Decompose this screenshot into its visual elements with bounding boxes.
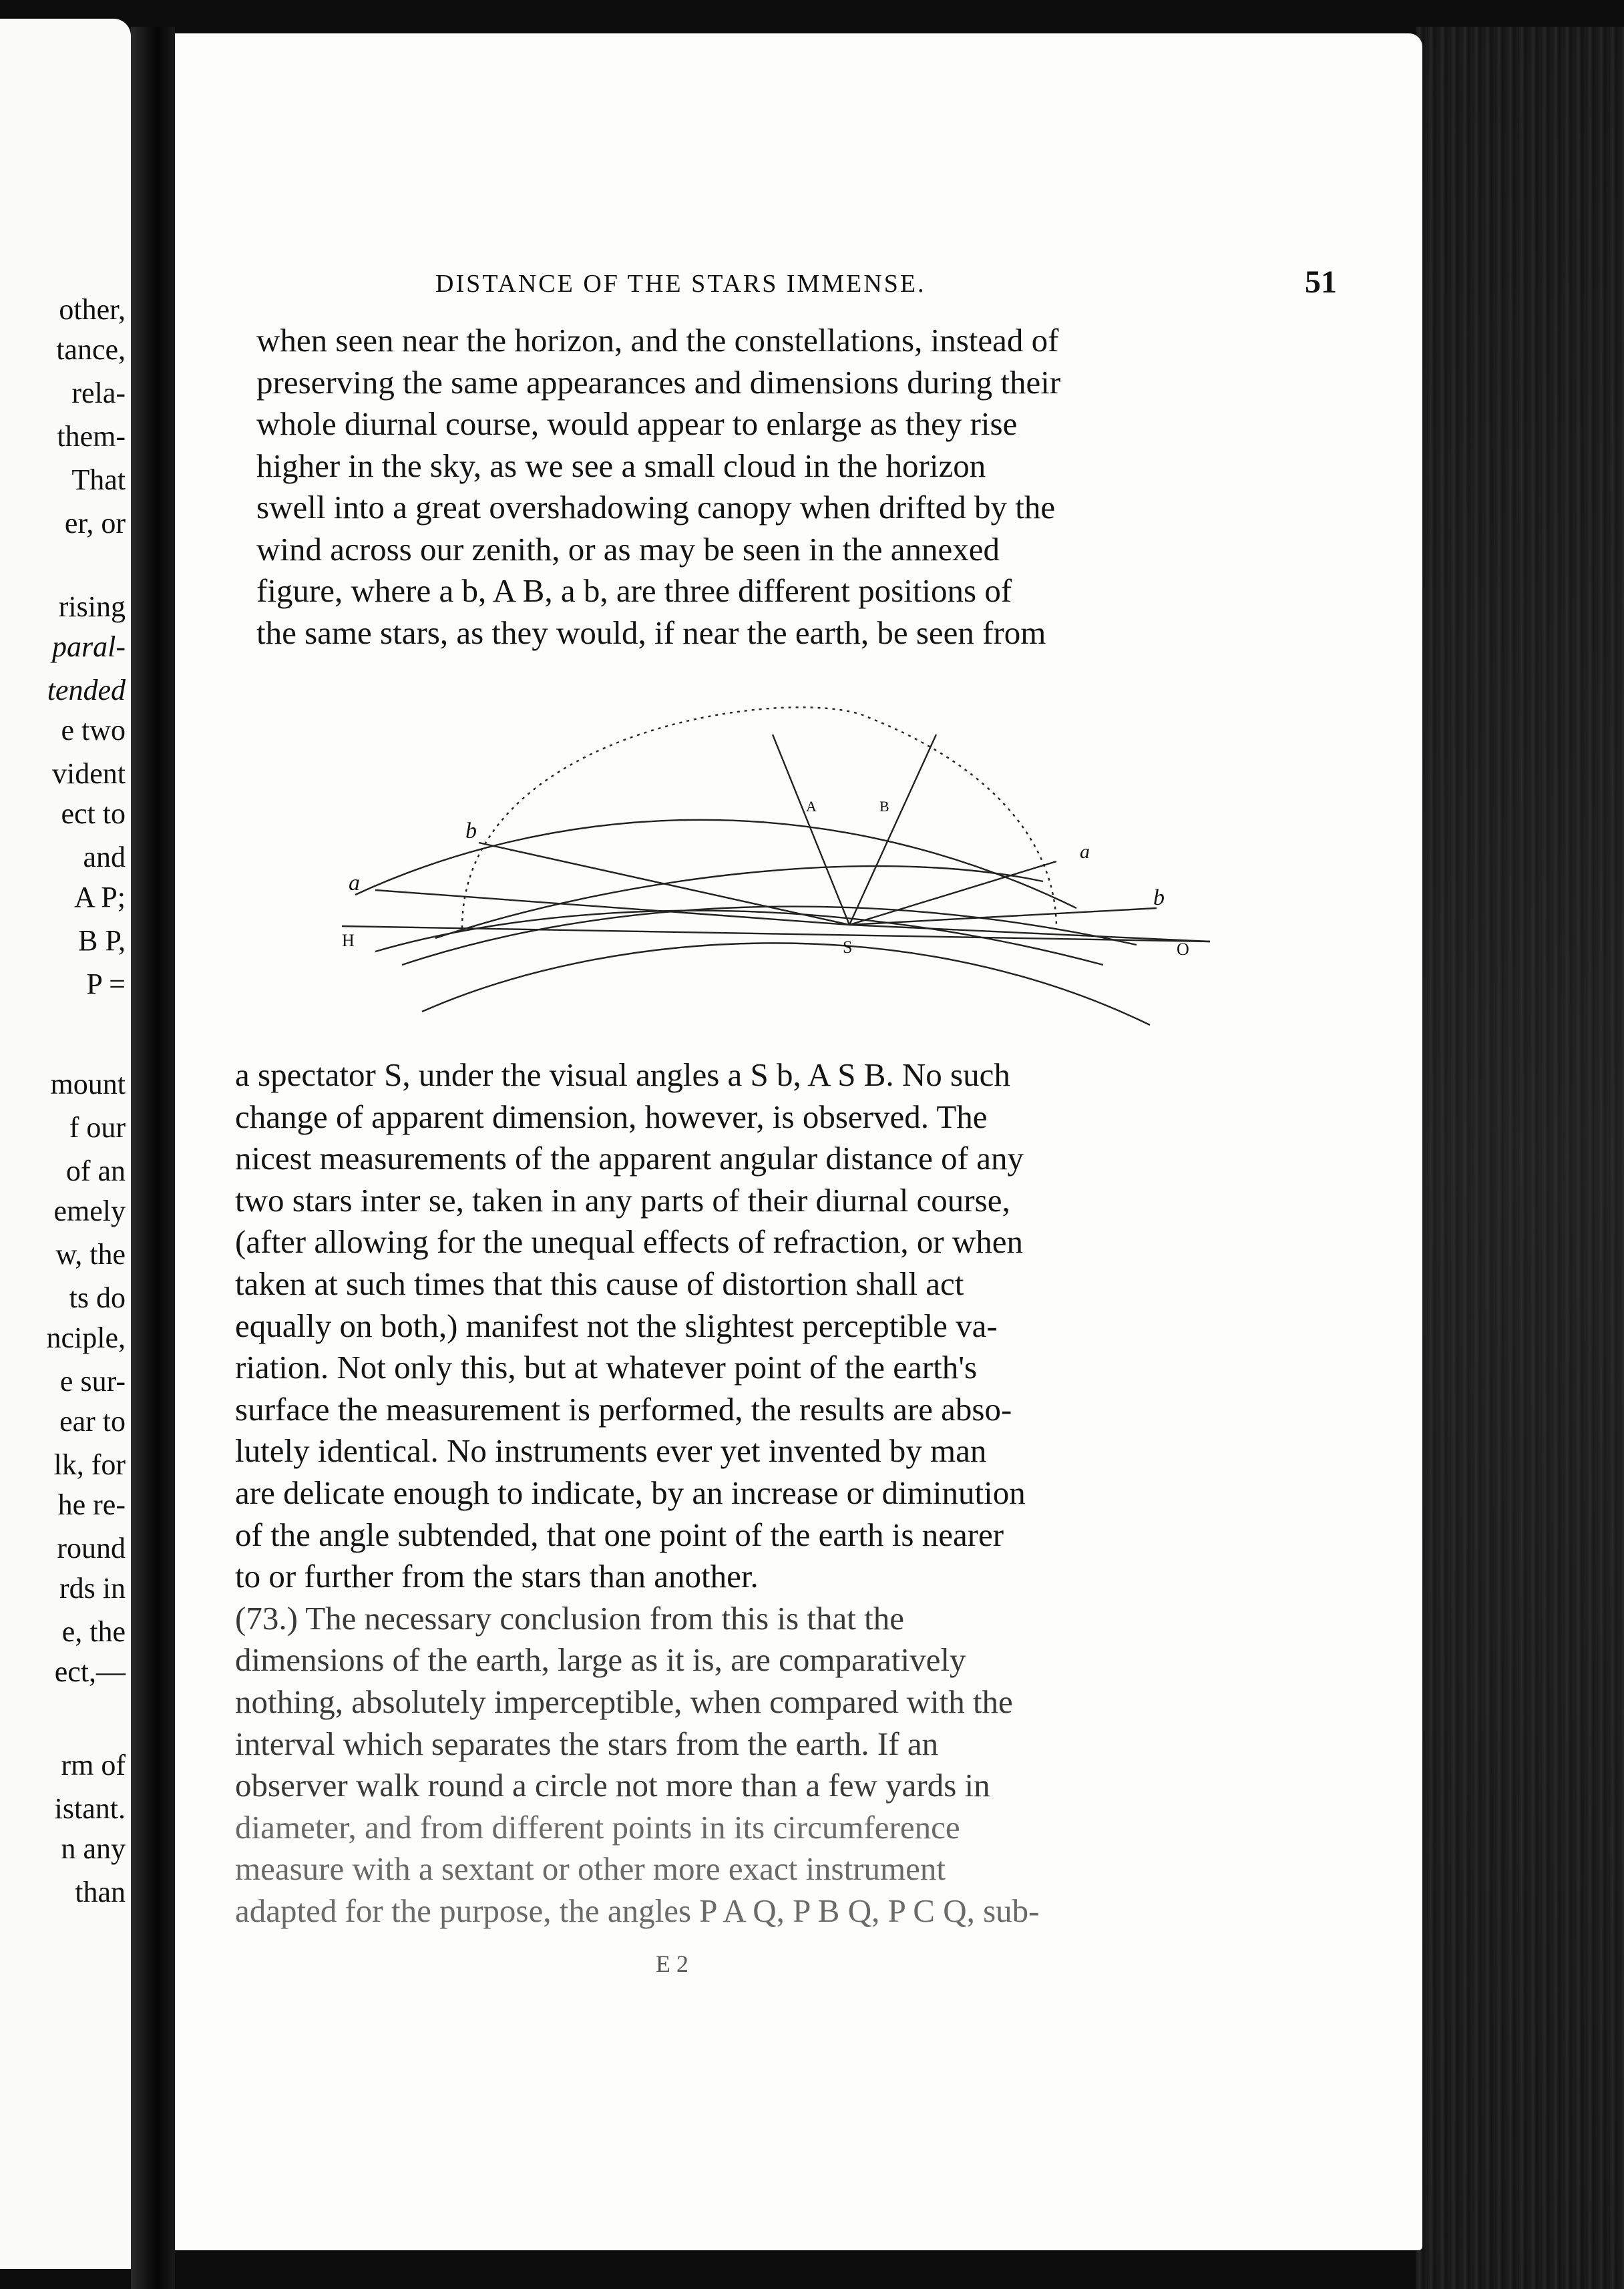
text-line: adapted for the purpose, the angles P A Q, P B Q, P C Q, sub- [235, 1892, 1040, 1929]
label-a-left: a [349, 871, 360, 895]
text-line: observer walk round a circle not more than a few yards in [235, 1767, 990, 1804]
label-b-right: b [1153, 885, 1165, 910]
left-page-fragment: tance, [56, 333, 126, 366]
text-line: interval which separates the stars from the earth. If an [235, 1725, 939, 1762]
text-line: preserving the same appearances and dimensions during their [256, 363, 1061, 401]
left-page-fragment: ect,— [54, 1655, 126, 1688]
signature-mark: E 2 [656, 1950, 688, 1977]
left-page-fragment: w, the [55, 1238, 126, 1271]
label-O: O [1177, 940, 1189, 959]
left-page-fragment: rds in [59, 1572, 126, 1605]
text-line: two stars inter se, taken in any parts of their diurnal course, [235, 1181, 1010, 1219]
left-page-fragment: rela- [71, 377, 126, 409]
text-line: wind across our zenith, or as may be seen in the annexed [256, 530, 1000, 568]
text-line: a spectator S, under the visual angles a S b, A S B. No such [235, 1056, 1010, 1093]
left-page-fragment: mount [50, 1068, 126, 1100]
left-page-fragment: e two [61, 714, 126, 747]
left-page-fragment: of an [65, 1155, 126, 1187]
arc-middle [435, 866, 1043, 938]
figure-svg [335, 678, 1237, 1038]
left-page-fragment: and [83, 841, 126, 873]
left-page-fragment: vident [52, 757, 126, 790]
text-line: (after allowing for the unequal effects of refraction, or when [235, 1223, 1024, 1261]
left-page-fragment: That [71, 463, 126, 496]
left-page-fragment: P = [86, 968, 126, 1000]
sight-line-a-left [375, 890, 849, 925]
text-line: of the angle subtended, that one point of the earth is nearer [235, 1516, 1004, 1553]
left-page-fragment: A P; [73, 881, 126, 913]
text-line: the same stars, as they would, if near the earth, be seen from [256, 614, 1046, 651]
left-page-fragment: he re- [57, 1488, 126, 1521]
left-page-fragment: ts do [69, 1281, 126, 1314]
left-page-fragment: than [75, 1876, 126, 1908]
sight-line-A [773, 735, 849, 925]
label-b-left: b [465, 819, 477, 843]
label-H: H [342, 931, 355, 950]
text-line: when seen near the horizon, and the constellations, instead of [256, 322, 1059, 359]
text-line: change of apparent dimension, however, is observed. The [235, 1098, 988, 1135]
label-A: A [806, 798, 817, 815]
left-page-fragment: f our [69, 1111, 126, 1144]
text-line: swell into a great overshadowing canopy when drifted by the [256, 489, 1056, 526]
celestial-figure [335, 678, 1237, 1038]
label-S: S [843, 938, 853, 957]
text-line: surface the measurement is performed, the results are abso- [235, 1390, 1012, 1428]
running-title: DISTANCE OF THE STARS IMMENSE. [435, 270, 926, 298]
left-page-fragment: istant. [54, 1792, 126, 1825]
text-line: measure with a sextant or other more exact instrument [235, 1850, 946, 1888]
left-page-fragment: rising [58, 590, 126, 623]
text-line: figure, where a b, A B, a b, are three different positions of [256, 572, 1012, 609]
left-page-fragment: er, or [64, 507, 126, 540]
book-gutter [131, 27, 175, 2289]
book-edge-right [1416, 27, 1624, 2289]
text-line: nicest measurements of the apparent angular distance of any [235, 1140, 1024, 1177]
text-line: equally on both,) manifest not the slightest perceptible va- [235, 1307, 998, 1344]
left-page-fragment: lk, for [53, 1448, 126, 1481]
text-line: (73.) The necessary conclusion from this is that the [235, 1599, 904, 1637]
text-line: dimensions of the earth, large as it is, are comparatively [235, 1641, 966, 1679]
left-page-fragment: ear to [59, 1405, 126, 1438]
text-line: nothing, absolutely imperceptible, when compared with the [235, 1683, 1013, 1720]
sky-dome-dotted [462, 707, 1056, 928]
left-page-fragment: other, [59, 293, 126, 326]
left-page-fragment: tended [47, 674, 126, 706]
left-page-fragment: nciple, [46, 1321, 126, 1354]
label-B: B [879, 798, 889, 815]
text-line: higher in the sky, as we see a small cloud in the horizon [256, 447, 986, 484]
earth-arc-2 [422, 943, 1150, 1025]
left-page-fragment: paral- [52, 630, 126, 663]
left-page-fragment: n any [61, 1832, 126, 1865]
left-page-fragment: e sur- [59, 1365, 126, 1398]
label-a-right: a [1080, 841, 1090, 863]
left-page-fragment: e, the [61, 1615, 126, 1648]
book-page [175, 33, 1422, 2250]
left-page-fragment: B P, [78, 924, 126, 957]
left-page-fragment: emely [53, 1195, 126, 1227]
text-line: to or further from the stars than another. [235, 1558, 759, 1595]
page-number: 51 [1305, 264, 1337, 300]
left-page-fragment: them- [57, 420, 126, 453]
text-line: whole diurnal course, would appear to enlarge as they rise [256, 405, 1018, 442]
left-page-fragment: rm of [61, 1749, 126, 1782]
left-page-fragment: ect to [61, 797, 126, 830]
page-header [435, 264, 1337, 310]
text-line: diameter, and from different points in its circumference [235, 1808, 960, 1846]
facing-left-page [0, 19, 131, 2269]
text-line: are delicate enough to indicate, by an increase or diminution [235, 1474, 1026, 1511]
text-line: taken at such times that this cause of distortion shall act [235, 1265, 964, 1302]
text-line: lutely identical. No instruments ever yet invented by man [235, 1432, 987, 1470]
sight-line-B [849, 735, 936, 925]
text-line: riation. Not only this, but at whatever point of the earth's [235, 1349, 978, 1386]
left-page-fragment: round [57, 1532, 126, 1565]
